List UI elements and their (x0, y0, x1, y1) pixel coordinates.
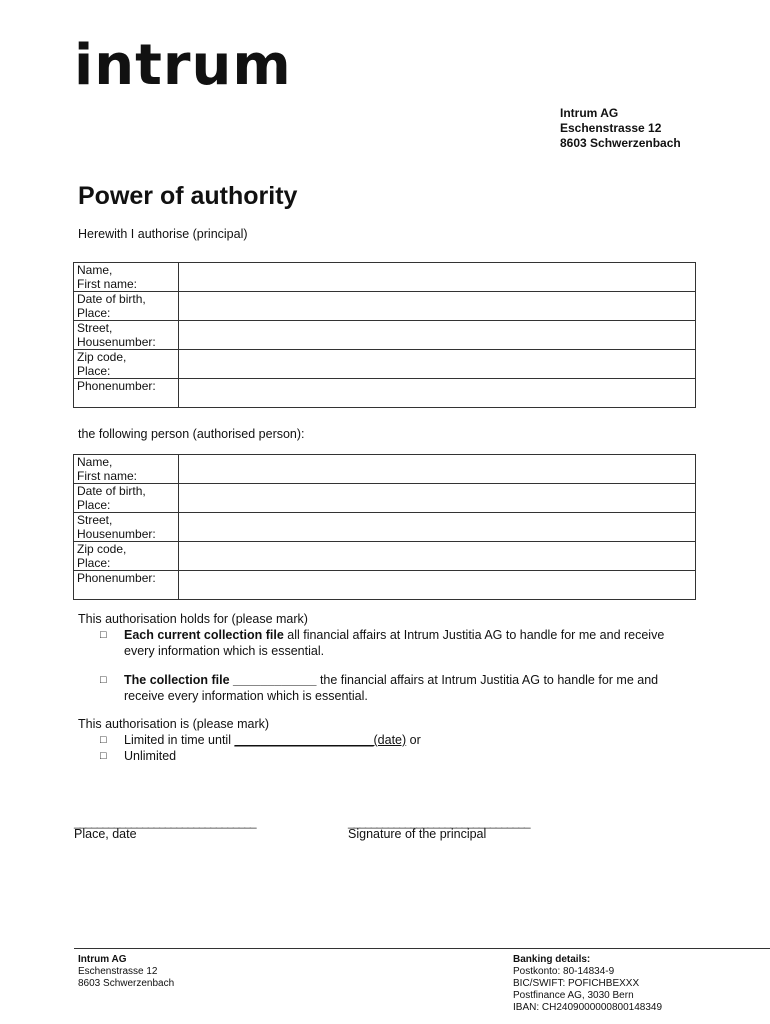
row-label: Date of birth, Place: (74, 484, 179, 513)
limited-date-blank[interactable]: ____________________(date) (234, 733, 407, 747)
option-collection-file-text (124, 672, 694, 704)
authorised-intro: the following person (authorised person): (78, 427, 305, 441)
footer-street: Eschenstrasse 12 (78, 966, 158, 977)
principal-zip-field[interactable] (179, 350, 696, 379)
footer-divider (74, 948, 770, 949)
principal-phone-field[interactable] (179, 379, 696, 408)
limited-suffix: or (406, 733, 421, 747)
option-collection-file-line1: the financial affairs at Intrum Justitia AG to handle for me and (316, 673, 659, 687)
table-row (74, 292, 696, 321)
table-row (74, 542, 696, 571)
collection-file-blank[interactable]: ____________ (229, 673, 317, 687)
checkbox-limited[interactable]: □ (100, 734, 107, 746)
recipient-address (560, 106, 681, 151)
authorised-street-field[interactable] (179, 513, 696, 542)
table-row (74, 350, 696, 379)
row-label: Name, First name: (74, 455, 179, 484)
table-row (74, 263, 696, 292)
option-each-file-bold: Each current collection file (124, 628, 284, 642)
option-each-file-line1: all financial affairs at Intrum Justitia AG to handle for me and receive (283, 628, 665, 642)
row-label: Date of birth, Place: (74, 292, 179, 321)
option-unlimited-text: Unlimited (124, 749, 177, 763)
row-label: Phonenumber: (74, 571, 179, 600)
row-label: Street, Housenumber: (74, 513, 179, 542)
authorised-name-field[interactable] (179, 455, 696, 484)
signature-label: Signature of the principal (348, 827, 487, 841)
place-date-label: Place, date (74, 827, 137, 841)
banking-postkonto: Postkonto: 80-14834-9 (513, 966, 615, 977)
authorised-zip-field[interactable] (179, 542, 696, 571)
holds-for-heading: This authorisation holds for (please mark) (78, 612, 308, 626)
checkbox-collection-file[interactable]: □ (100, 674, 107, 686)
table-row (74, 455, 696, 484)
document-title: Power of authority (78, 182, 298, 210)
option-limited-text (124, 732, 694, 748)
option-each-file-text (124, 627, 694, 659)
checkbox-each-file[interactable]: □ (100, 629, 107, 641)
option-collection-file-bold: The collection file (124, 673, 230, 687)
banking-iban: IBAN: CH2409000000800148349 (513, 1002, 663, 1013)
footer-banking (513, 954, 662, 1014)
limited-label: Limited in time until (124, 733, 235, 747)
banking-heading: Banking details: (513, 954, 591, 965)
option-collection-file-line2: receive every information which is essential. (124, 689, 368, 703)
table-row (74, 321, 696, 350)
row-label: Name, First name: (74, 263, 179, 292)
authorised-table (73, 454, 696, 600)
principal-street-field[interactable] (179, 321, 696, 350)
principal-intro: Herewith I authorise (principal) (78, 227, 248, 241)
table-row (74, 379, 696, 408)
row-label: Zip code, Place: (74, 350, 179, 379)
recipient-company: Intrum AG (560, 106, 619, 120)
banking-bic: BIC/SWIFT: POFICHBEXXX (513, 978, 640, 989)
recipient-street: Eschenstrasse 12 (560, 121, 662, 135)
checkbox-unlimited[interactable]: □ (100, 750, 107, 762)
footer-city: 8603 Schwerzenbach (78, 978, 175, 989)
row-label: Street, Housenumber: (74, 321, 179, 350)
authorisation-is-heading: This authorisation is (please mark) (78, 717, 270, 731)
table-row (74, 513, 696, 542)
principal-name-field[interactable] (179, 263, 696, 292)
intrum-logo: intrum (74, 33, 292, 98)
signature-line[interactable]: ________________________________ (348, 815, 530, 829)
row-label: Phonenumber: (74, 379, 179, 408)
footer-company: Intrum AG (78, 954, 127, 965)
table-row (74, 484, 696, 513)
row-label: Zip code, Place: (74, 542, 179, 571)
table-row (74, 571, 696, 600)
option-each-file-line2: every information which is essential. (124, 644, 325, 658)
recipient-city: 8603 Schwerzenbach (560, 136, 681, 150)
principal-table (73, 262, 696, 408)
footer-address (78, 954, 174, 990)
principal-birth-field[interactable] (179, 292, 696, 321)
authorised-phone-field[interactable] (179, 571, 696, 600)
authorised-birth-field[interactable] (179, 484, 696, 513)
place-date-line[interactable]: ________________________________ (74, 815, 256, 829)
banking-bank: Postfinance AG, 3030 Bern (513, 990, 634, 1001)
